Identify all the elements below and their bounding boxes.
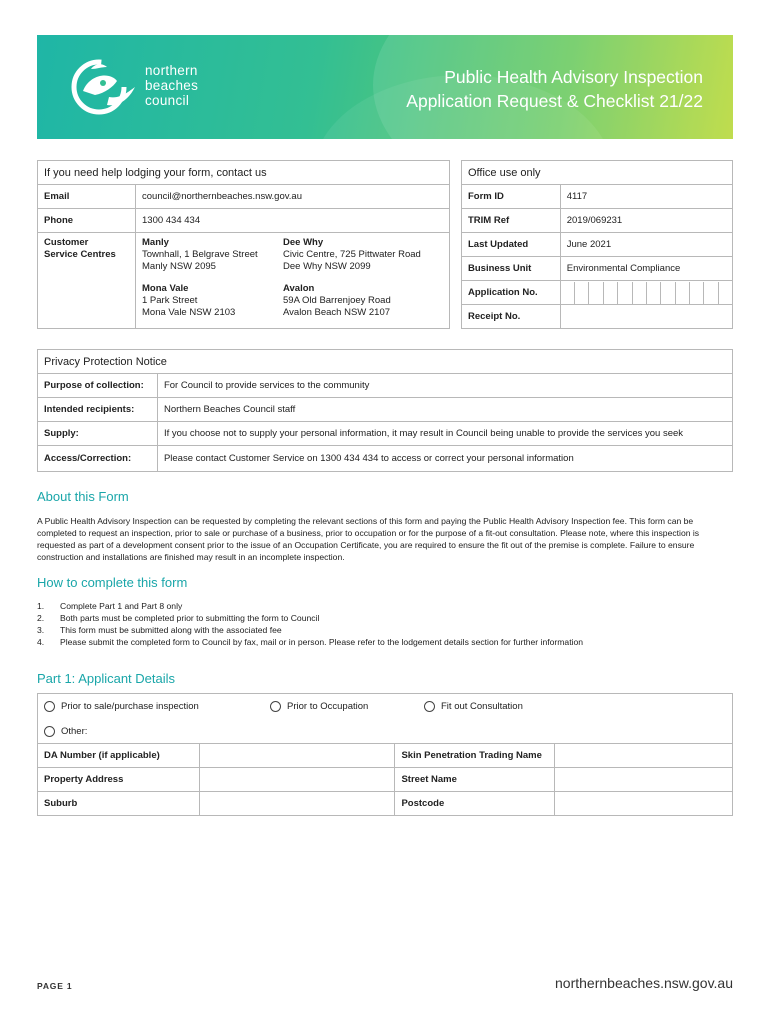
application-no-field[interactable]	[560, 281, 732, 305]
list-item	[37, 624, 733, 636]
council-name-line: northern	[145, 63, 198, 78]
suburb-field[interactable]	[199, 792, 395, 816]
last-updated-label: Last Updated	[462, 233, 561, 257]
step-text: This form must be submitted along with the associated fee	[60, 625, 282, 635]
option-prior-to-occupation[interactable]	[270, 701, 424, 712]
header-banner	[37, 35, 733, 139]
privacy-notice-table	[37, 349, 733, 472]
privacy-row-label: Access/Correction:	[38, 446, 158, 472]
business-unit-value: Environmental Compliance	[560, 257, 732, 281]
step-number: 4.	[37, 637, 45, 647]
application-no-label: Application No.	[462, 281, 561, 305]
receipt-no-field[interactable]	[560, 305, 732, 329]
centre-name: Manly	[142, 237, 169, 248]
privacy-notice-heading: Privacy Protection Notice	[38, 350, 733, 374]
how-to-complete-heading: How to complete this form	[37, 575, 188, 590]
step-number: 1.	[37, 601, 45, 611]
list-item	[37, 600, 733, 612]
privacy-row-label: Intended recipients:	[38, 398, 158, 422]
title-line-1: Public Health Advisory Inspection	[444, 67, 703, 87]
centre-address: Manly NSW 2095	[142, 261, 216, 272]
centre-address: Townhall, 1 Belgrave Street	[142, 249, 258, 260]
receipt-no-label: Receipt No.	[462, 305, 561, 329]
part1-heading: Part 1: Applicant Details	[37, 671, 176, 686]
property-address-label: Property Address	[38, 768, 200, 792]
other-option-row	[38, 720, 733, 744]
option-label: Prior to sale/purchase inspection	[61, 701, 199, 713]
phone-value[interactable]: 1300 434 434	[136, 209, 450, 233]
centre-name: Mona Vale	[142, 283, 189, 294]
centre-name: Avalon	[283, 283, 315, 294]
trim-ref-value: 2019/069231	[560, 209, 732, 233]
page-number: PAGE 1	[37, 981, 73, 991]
step-number: 2.	[37, 613, 45, 623]
contact-help-table	[37, 160, 450, 329]
service-centre-manly	[142, 237, 283, 273]
radio-button-icon[interactable]	[44, 701, 55, 712]
step-text: Please submit the completed form to Council by fax, mail or in person. Please refer to the lodgement details section for further information	[60, 637, 584, 647]
street-name-label: Street Name	[395, 768, 555, 792]
da-number-field[interactable]	[199, 744, 395, 768]
privacy-row-value: For Council to provide services to the community	[157, 374, 732, 398]
postcode-field[interactable]	[555, 792, 733, 816]
property-address-field[interactable]	[199, 768, 395, 792]
form-id-value: 4117	[560, 185, 732, 209]
service-centre-dee-why	[283, 237, 443, 273]
council-name-line: council	[145, 93, 190, 108]
how-to-steps-list	[37, 600, 733, 648]
service-centres-label-line: Customer	[44, 237, 89, 248]
radio-button-icon[interactable]	[270, 701, 281, 712]
phone-label: Phone	[38, 209, 136, 233]
centre-address: Civic Centre, 725 Pittwater Road	[283, 249, 421, 260]
trading-name-label: Skin Penetration Trading Name	[395, 744, 555, 768]
footer-website[interactable]: northernbeaches.nsw.gov.au	[555, 975, 733, 991]
option-prior-to-sale[interactable]	[44, 701, 270, 712]
centre-address: Mona Vale NSW 2103	[142, 307, 236, 318]
option-label: Prior to Occupation	[287, 701, 369, 713]
council-logo-icon	[69, 57, 139, 117]
email-value[interactable]: council@northernbeaches.nsw.gov.au	[136, 185, 450, 209]
contact-help-heading: If you need help lodging your form, contact us	[38, 161, 450, 185]
business-unit-label: Business Unit	[462, 257, 561, 281]
council-name	[145, 63, 198, 108]
trading-name-field[interactable]	[555, 744, 733, 768]
step-text: Both parts must be completed prior to submitting the form to Council	[60, 613, 320, 623]
step-text: Complete Part 1 and Part 8 only	[60, 601, 183, 611]
centre-address: 59A Old Barrenjoey Road	[283, 295, 391, 306]
centre-name: Dee Why	[283, 237, 324, 248]
service-centres-label-line: Service Centres	[44, 249, 116, 260]
option-label: Fit out Consultation	[441, 701, 523, 713]
postcode-label: Postcode	[395, 792, 555, 816]
option-other[interactable]	[44, 726, 726, 737]
office-use-heading: Office use only	[462, 161, 733, 185]
list-item	[37, 612, 733, 624]
da-number-label: DA Number (if applicable)	[38, 744, 200, 768]
privacy-row-value: If you choose not to supply your personal information, it may result in Council being unable to provide the services you seek	[157, 422, 732, 446]
list-item	[37, 636, 733, 648]
last-updated-value: June 2021	[560, 233, 732, 257]
radio-button-icon[interactable]	[424, 701, 435, 712]
email-label: Email	[38, 185, 136, 209]
privacy-row-value: Please contact Customer Service on 1300 434 434 to access or correct your personal information	[157, 446, 732, 472]
step-number: 3.	[37, 625, 45, 635]
street-name-field[interactable]	[555, 768, 733, 792]
trim-ref-label: TRIM Ref	[462, 209, 561, 233]
privacy-row-label: Supply:	[38, 422, 158, 446]
about-form-heading: About this Form	[37, 489, 129, 504]
privacy-row-value: Northern Beaches Council staff	[157, 398, 732, 422]
option-label: Other:	[61, 725, 88, 737]
privacy-row-label: Purpose of collection:	[38, 374, 158, 398]
council-name-line: beaches	[145, 78, 199, 93]
form-id-label: Form ID	[462, 185, 561, 209]
document-title	[406, 65, 703, 113]
option-fit-out-consultation[interactable]	[424, 701, 523, 712]
suburb-label: Suburb	[38, 792, 200, 816]
radio-button-icon[interactable]	[44, 726, 55, 737]
service-centre-mona-vale	[142, 283, 283, 319]
centre-address: Avalon Beach NSW 2107	[283, 307, 391, 318]
about-form-text: A Public Health Advisory Inspection can be requested by completing the relevant sections of this form and paying the Public Health Advisory Inspection fee. This form can be completed to request an inspection, prior to sale or purchase of a business, prior to occupation or for the purpose of a fit-out consultation. Please note, where this inspection is requested as part of a development consent prior to the issue of an Occupation Certificate, you are required to ensure the fit out of the premise is complete. Failure to ensure construction and installations are finished may result in an incomplete inspection.	[37, 516, 700, 562]
inspection-type-options	[38, 694, 733, 720]
centre-address: 1 Park Street	[142, 295, 198, 306]
office-use-table	[461, 160, 733, 329]
centre-address: Dee Why NSW 2099	[283, 261, 371, 272]
title-line-2: Application Request & Checklist 21/22	[406, 91, 703, 111]
service-centre-avalon	[283, 283, 443, 319]
application-no-boxes[interactable]	[561, 282, 732, 304]
applicant-details-table	[37, 693, 733, 816]
service-centres-list	[136, 233, 450, 329]
service-centres-label	[38, 233, 136, 329]
